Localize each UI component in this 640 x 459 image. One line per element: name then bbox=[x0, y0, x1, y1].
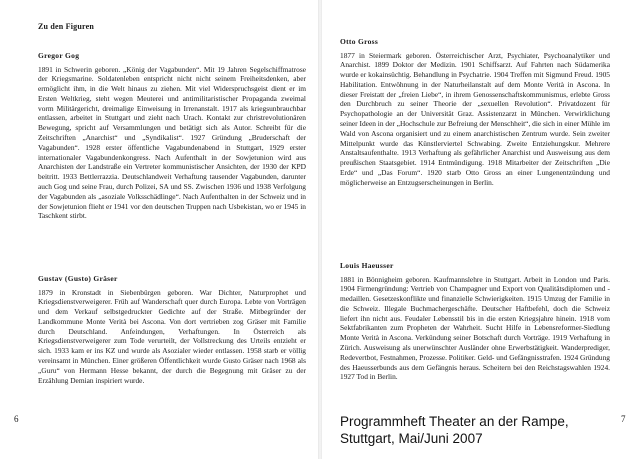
book-gutter bbox=[318, 0, 322, 459]
entry-bio: 1879 in Kronstadt in Siebenbürgen geboren. War Dichter, Naturprophet und Kriegsdienstverweigerer. Früh auf Wanderschaft quer durch Europa. Lebte von Vorträgen und dem Verkauf selbstgedruckter Gedichte auf der Straße. Mitbegründer der Landkommune Monte Verità bei Ascona. Von dort vertrieben zog Gräser mit Familie durch Deutschland. Anfeindungen, Verhaftungen. In Österreich als Kriegsdienstverweigerer zum Tode verurteilt, der Vollstreckung des Urteils entzieht er sich. 1933 kam er ins KZ und wurde als Asozialer wieder entlassen. 1958 starb er völlig vereinsamt in München. Einer größeren Öffentlichkeit wurde Gusto Gräser nach 1968 als „Guru“ von Hermann Hesse bekannt, der durch die Begegnung mit Gräser zu der Erzählung Demian inspiriert wurde. bbox=[38, 287, 306, 385]
entry-bio: 1881 in Bönnigheim geboren. Kaufmannslehre in Stuttgart. Arbeit in London und Paris. 1904 Firmengründung: Vertrieb von Champagner und Export von Qualitätsdiplomen und -medaillen. Gesetzeskonflikte und finanzielle Schwierigkeiten. 1915 Umzug der Familie in die Schweiz. Illegale Buchmachergeschäfte. Deutscher Haftbefehl, doch die Schweiz liefert ihn nicht aus. Feudaler Lebensstil bis in die ersten Kriegsjahre hinein. 1918 vom Sektfabrikanten zum Propheten der Wahrheit. Sucht Hilfe in Lebensreformer-Siedlung Monte Verità in Ascona. Verkündung seiner Botschaft durch Vorträge. 1919 Verhaftung in Zürich. Ausweisung als unerwünschter Ausländer ohne Erwerbstätigkeit. Wanderprediger, Redevertbot, Festnahmen, Prozesse. Politiker. Geld- und Gefängnisstrafen. 1924 Gründung des Haeusserbunds aus dem Gefängnis heraus. Scheitern bei den Reichstagswahlen 1924. 1927 Tod in Berlin. bbox=[340, 274, 610, 382]
entry-name: Otto Gross bbox=[340, 37, 379, 46]
entry-name: Gregor Gog bbox=[38, 51, 80, 60]
entry-bio: 1891 in Schwerin geboren. „König der Vagabunden“. Mit 19 Jahren Segelschiffmatrose der Kriegsmarine. Soldatenleben entspricht nicht nicht seinem Freiheitsdenken, aber ermöglicht ihm, in die Welt hinaus zu ziehen. Mit viel Widerspruchsgeist dient er im Ersten Weltkrieg, steht wegen Meuterei und antimilitaristischer Propaganda zweimal vorm Militärgericht, dreimalige Einweisung in Irrenanstalt. 1917 als kriegsunbrauchbar entlassen, arbeitet in Stuttgart und zieht nach Urach. Kontakt zur christrevolutionären Bewegung, spricht auf Versammlungen und betätigt sich als Autor. Schreibt für die Zeitschriften „Anarchist“ und „Syndikalist“. 1927 Gründung „Bruderschaft der Vagabunden“. 1928 erster öffentliche Vagabundenabend in Stuttgart, 1929 erster internationaler Vagabundenkongress. Nach Aufenthalt in der Sowjetunion wird aus Anarchisten der Landstraße ein Vertreter kommunistischer Ansichten, der 1930 der KPD beitritt. 1933 Bettlerrazzia. Deutschlandweit Verhaftung tausender Vagabunden, darunter auch Gog und seine Frau, durch Polizei, SA und SS. Zwischen 1936 und 1938 Verfolgung der Vagabunden als „asoziale Volksschädlinge“. Nach Aufenthalten in der Schweiz und in der Sowjetunion flieht er 1941 vor den deutschen Truppen nach Usbekistan, wo er 1945 in Taschkent stirbt. bbox=[38, 64, 306, 221]
entry-louis-haeusser bbox=[340, 262, 610, 382]
caption-line-2: Stuttgart, Mai/Juni 2007 bbox=[340, 431, 483, 446]
entry-name: Louis Haeusser bbox=[340, 261, 394, 270]
page-number-left: 6 bbox=[14, 414, 19, 424]
page-number-right: 7 bbox=[621, 414, 626, 424]
caption-line-1: Programmheft Theater an der Rampe, bbox=[340, 414, 569, 429]
entry-otto-gross bbox=[340, 38, 610, 188]
entry-gregor-gog bbox=[38, 52, 306, 221]
entry-name: Gustav (Gusto) Gräser bbox=[38, 274, 118, 283]
entry-bio: 1877 in Steiermark geboren. Österreichischer Arzt, Psychiater, Psychoanalytiker und Anarchist. 1899 Doktor der Medizin. 1901 Schiffsarzt. Auf Fahrten nach Südamerika wurde er kokainsüchtig. Behandlung in Psychatrie. 1904 Treffen mit Sigmund Freud. 1905 Habilitation. Entwöhnung in der Naturheilanstalt auf dem Monte Verità in Ascona. In dieser Freistatt der „freien Liebe“, in ihrem Genossenschaftskommunismus, erlebte Gross den Durchbruch zu seiner Theorie der „sexuellen Revolution“. Privatdozent für Psychopathologie an der Universität Graz. Assistenzarzt in München. Verwirklichung seiner Ideen in der „Hochschule zur Befreiung der Menschheit“, die sich in einer Mühle im Wald von Ascona organisiert und zu einem anarchistischen Zentrum wurde. Sein zweiter Mittelpunkt wurde das Künstlerviertel Schwabing. Zweite Entziehungskur. Mehrere Anstaltsaufenthalte. 1913 Verhaftung als gefährlicher Anarchist und Ausweisung aus dem preußischen Staatsgebiet. 1914 Entmündigung. 1918 Mitarbeiter der Zeitschriften „Die Erde“ und „Das Forum“. 1920 starb Otto Gross an einer Lungenentzündung und möglicherweise an Entzugserscheinungen in Berlin. bbox=[340, 50, 610, 187]
caption bbox=[340, 413, 610, 447]
section-title: Zu den Figuren bbox=[38, 22, 94, 31]
entry-gustav-graeser bbox=[38, 275, 306, 385]
